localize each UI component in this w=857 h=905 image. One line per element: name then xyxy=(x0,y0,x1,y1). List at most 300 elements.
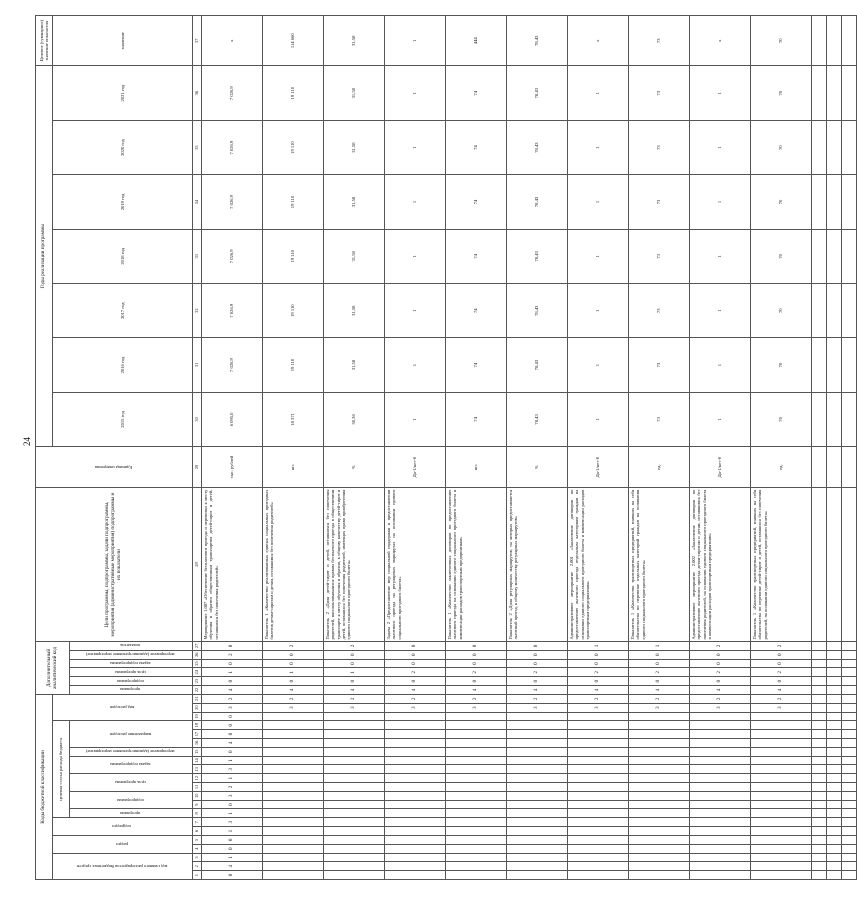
code-digit xyxy=(324,739,385,748)
code-digit xyxy=(446,783,507,792)
year-value: 31,58 xyxy=(324,175,385,229)
target-article-subheader-5-text: мероприятие (административное мероприятие) xyxy=(86,749,175,755)
analytic-subheader-1-text: программа xyxy=(120,687,141,693)
empty-row xyxy=(827,16,842,880)
code-digit xyxy=(568,791,629,800)
code-digit xyxy=(385,844,446,853)
empty-cell xyxy=(812,677,827,686)
year-value: 31,58 xyxy=(324,120,385,174)
code-digit xyxy=(324,791,385,800)
code-digit: 2 xyxy=(507,694,568,703)
year-value: 7 026,9 xyxy=(202,66,263,120)
year-value: 1 xyxy=(568,338,629,392)
code-digit xyxy=(324,765,385,774)
code-digit xyxy=(385,783,446,792)
column-number: 24 xyxy=(193,668,202,677)
row-description: Мероприятие 1.007 «Обеспечение бесплатного проезда и перевозки к месту обучения и обратно общественным транспортом детей-сирот и детей, оставшихся без попечения родителей» xyxy=(202,488,263,642)
empty-row xyxy=(842,16,857,880)
code-digit: 0 xyxy=(202,730,263,739)
code-digit: 0 xyxy=(202,800,263,809)
empty-cell xyxy=(827,747,842,756)
code-digit: 0 xyxy=(507,650,568,659)
year-value: 78,43 xyxy=(507,66,568,120)
code-digit: 0 xyxy=(446,677,507,686)
year-value: 74 xyxy=(446,338,507,392)
column-number: 29 xyxy=(193,447,202,488)
table-row xyxy=(446,16,507,880)
year-value: 1 xyxy=(385,229,446,283)
code-digit xyxy=(629,712,690,721)
code-digit xyxy=(568,853,629,862)
analytic-subheader-2 xyxy=(70,677,193,686)
code-digit xyxy=(507,844,568,853)
code-digit xyxy=(690,853,751,862)
empty-cell xyxy=(842,284,857,338)
empty-cell xyxy=(842,862,857,871)
empty-cell xyxy=(827,800,842,809)
empty-cell xyxy=(827,641,842,650)
code-digit xyxy=(263,853,324,862)
year-value: 31,58 xyxy=(324,284,385,338)
empty-cell xyxy=(827,447,842,488)
row-unit: % xyxy=(324,447,385,488)
empty-cell xyxy=(812,774,827,783)
code-digit: 4 xyxy=(202,686,263,695)
code-digit xyxy=(690,721,751,730)
code-digit xyxy=(629,774,690,783)
code-digit xyxy=(568,835,629,844)
code-digit xyxy=(507,747,568,756)
subsection-header xyxy=(53,818,193,836)
code-digit: 2 xyxy=(324,641,385,650)
code-digit xyxy=(507,756,568,765)
code-digit: 0 xyxy=(385,677,446,686)
year-value: 74 xyxy=(446,120,507,174)
column-number: 6 xyxy=(193,827,202,836)
target-article-subheader-2-text: подпрограмма xyxy=(116,797,144,803)
year-value: 73 xyxy=(629,392,690,446)
code-digit xyxy=(446,739,507,748)
year-value: 73 xyxy=(629,120,690,174)
code-digit xyxy=(507,791,568,800)
empty-cell xyxy=(812,66,827,120)
code-digit xyxy=(507,809,568,818)
target-value: 31,58 xyxy=(324,16,385,66)
empty-cell xyxy=(827,844,842,853)
empty-cell xyxy=(842,818,857,827)
year-value: 78,43 xyxy=(507,392,568,446)
code-digit xyxy=(690,739,751,748)
column-number: 27 xyxy=(193,641,202,650)
code-digit xyxy=(629,818,690,827)
code-digit xyxy=(324,844,385,853)
empty-cell xyxy=(842,791,857,800)
code-digit xyxy=(629,756,690,765)
code-digit: 1 xyxy=(202,809,263,818)
column-number: 3 xyxy=(193,853,202,862)
empty-cell xyxy=(842,800,857,809)
code-digit xyxy=(446,800,507,809)
code-digit: 3 xyxy=(324,703,385,712)
code-digit: 0 xyxy=(629,650,690,659)
code-digit: 0 xyxy=(324,659,385,668)
year-value: 73 xyxy=(629,175,690,229)
year-value: 1 xyxy=(690,175,751,229)
column-number: 9 xyxy=(193,800,202,809)
code-digit: 2 xyxy=(751,694,812,703)
empty-cell xyxy=(812,835,827,844)
empty-cell xyxy=(812,659,827,668)
empty-cell xyxy=(842,730,857,739)
empty-cell xyxy=(812,641,827,650)
code-digit: 1 xyxy=(324,668,385,677)
row-unit: шт. xyxy=(263,447,324,488)
year-value: 78,43 xyxy=(507,338,568,392)
empty-cell xyxy=(842,721,857,730)
code-digit xyxy=(446,774,507,783)
code-digit xyxy=(446,871,507,880)
code-digit xyxy=(507,862,568,871)
empty-cell xyxy=(812,712,827,721)
year-value: 19 110 xyxy=(263,284,324,338)
code-digit: 3 xyxy=(507,703,568,712)
empty-cell xyxy=(827,730,842,739)
code-digit xyxy=(324,809,385,818)
empty-cell xyxy=(842,703,857,712)
column-number: 17 xyxy=(193,730,202,739)
year-value: 70 xyxy=(751,229,812,283)
code-digit: 2 xyxy=(690,668,751,677)
code-digit xyxy=(263,721,324,730)
column-number: 21 xyxy=(193,694,202,703)
code-digit: 1 xyxy=(202,853,263,862)
year-value: 1 xyxy=(568,66,629,120)
column-number: 28 xyxy=(193,488,202,642)
column-number: 7 xyxy=(193,818,202,827)
code-digit xyxy=(507,871,568,880)
empty-cell xyxy=(827,120,842,174)
column-number: 31 xyxy=(193,338,202,392)
code-digit xyxy=(446,765,507,774)
empty-cell xyxy=(842,871,857,880)
year-value: 74 xyxy=(446,392,507,446)
code-digit xyxy=(324,835,385,844)
column-number: 16 xyxy=(193,739,202,748)
code-digit xyxy=(263,712,324,721)
target-article-subheader-1 xyxy=(70,809,193,818)
year-value: 70 xyxy=(751,120,812,174)
analytic-code-header: Дополнительный аналитический код xyxy=(36,641,70,694)
empty-cell xyxy=(812,694,827,703)
column-number: 35 xyxy=(193,120,202,174)
year-value: 1 xyxy=(568,120,629,174)
code-digit xyxy=(568,827,629,836)
code-digit xyxy=(446,791,507,800)
empty-cell xyxy=(812,686,827,695)
code-digit xyxy=(629,835,690,844)
code-digit: 0 xyxy=(202,677,263,686)
empty-cell xyxy=(827,791,842,800)
year-value: 78,43 xyxy=(507,284,568,338)
code-digit: 3 xyxy=(751,703,812,712)
page-number: 24 xyxy=(22,437,32,446)
row-unit: ед. xyxy=(629,447,690,488)
code-digit xyxy=(751,791,812,800)
code-digit: 2 xyxy=(751,641,812,650)
years-group-header: Годы реализации программы xyxy=(36,66,53,447)
code-digit: 0 xyxy=(202,659,263,668)
empty-cell xyxy=(812,175,827,229)
table-row xyxy=(629,16,690,880)
code-digit xyxy=(263,747,324,756)
section-header-text: раздел xyxy=(115,841,128,847)
row-description: Показатель 1 «Количество заключенных договоров по предоставлению льготного проезда на основании единого социального проездного билета и компенсации расходов транспортным предприятиям» xyxy=(446,488,507,642)
target-value-header: значение xyxy=(53,16,193,66)
empty-cell xyxy=(812,488,827,642)
code-digit xyxy=(324,800,385,809)
code-digit xyxy=(751,756,812,765)
empty-cell xyxy=(842,835,857,844)
year-value: 6 095,0 xyxy=(202,392,263,446)
empty-cell xyxy=(812,392,827,446)
empty-cell xyxy=(827,488,842,642)
code-digit: 0 xyxy=(690,659,751,668)
analytic-subheader-1 xyxy=(70,686,193,695)
table-row xyxy=(385,16,446,880)
row-description: Показатель 2 «Доля регулярных маршрутов, на которых предоставляется льготный проезд, к общему количеству регулярных маршрутов» xyxy=(507,488,568,642)
code-digit xyxy=(446,747,507,756)
table-row xyxy=(690,16,751,880)
row-description: Показатель 1 «Количество транспортных предприятий, взявших на себя обязательства по перевозке отдельных категорий граждан на основании единого социального проездного билета» xyxy=(629,488,690,642)
code-digit: 2 xyxy=(751,668,812,677)
code-digit xyxy=(385,791,446,800)
target-value: x xyxy=(202,16,263,66)
year-value: 74 xyxy=(446,175,507,229)
code-digit: 0 xyxy=(202,747,263,756)
analytic-subheader-5-text: мероприятие (административное мероприятие) xyxy=(86,652,175,658)
year-value: 18 371 xyxy=(263,392,324,446)
code-digit: 2 xyxy=(690,694,751,703)
code-digit xyxy=(568,721,629,730)
empty-cell xyxy=(842,747,857,756)
empty-cell xyxy=(827,721,842,730)
code-digit: 1 xyxy=(629,641,690,650)
empty-cell xyxy=(842,739,857,748)
code-digit xyxy=(690,756,751,765)
row-unit: ед. xyxy=(751,447,812,488)
code-digit: 2 xyxy=(446,668,507,677)
empty-cell xyxy=(842,488,857,642)
empty-cell xyxy=(827,686,842,695)
target-value: 78,43 xyxy=(507,16,568,66)
empty-cell xyxy=(812,739,827,748)
analytic-subheader-2-text: подпрограмма xyxy=(116,678,144,684)
column-number: 8 xyxy=(193,809,202,818)
year-value: 19 110 xyxy=(263,120,324,174)
column-number: 14 xyxy=(193,756,202,765)
row-description: Показатель 2 «Доля детей-сирот и детей, оставшихся без попечения родителей, воспользовавшихся правом бесплатного проезда в общественном транспорте к месту обучения и обратно, к общему количеству детей-сирот и детей, оставшихся без попечения родителей, имеющих право приобретения единого социального проездного билета» xyxy=(324,488,385,642)
code-digit xyxy=(263,730,324,739)
code-digit xyxy=(629,791,690,800)
budget-class-header: Коды бюджетной классификации xyxy=(36,694,53,879)
code-digit xyxy=(751,827,812,836)
empty-cell xyxy=(827,871,842,880)
code-digit xyxy=(385,721,446,730)
year-value: 1 xyxy=(568,392,629,446)
year-value: 74 xyxy=(446,284,507,338)
code-digit: 0 xyxy=(263,650,324,659)
code-digit xyxy=(751,809,812,818)
empty-cell xyxy=(827,659,842,668)
code-digit xyxy=(629,747,690,756)
code-digit xyxy=(385,730,446,739)
code-digit xyxy=(629,871,690,880)
year-value: 30,36 xyxy=(324,392,385,446)
code-digit xyxy=(568,844,629,853)
code-digit xyxy=(385,835,446,844)
code-digit xyxy=(324,774,385,783)
code-digit xyxy=(568,730,629,739)
code-digit: 0 xyxy=(263,677,324,686)
code-digit xyxy=(629,844,690,853)
row-unit: тыс. рублей xyxy=(202,447,263,488)
year-value: 7 026,9 xyxy=(202,338,263,392)
column-number: 1 xyxy=(193,871,202,880)
code-digit xyxy=(263,783,324,792)
column-number: 25 xyxy=(193,659,202,668)
column-number: 23 xyxy=(193,677,202,686)
column-number: 19 xyxy=(193,712,202,721)
year-header-3: 2017 год xyxy=(53,284,193,338)
code-digit xyxy=(568,809,629,818)
code-digit: 3 xyxy=(202,765,263,774)
column-number: 33 xyxy=(193,229,202,283)
code-digit xyxy=(751,783,812,792)
code-digit xyxy=(507,712,568,721)
year-value: 78,43 xyxy=(507,229,568,283)
year-header-6: 2020 год xyxy=(53,120,193,174)
empty-cell xyxy=(827,765,842,774)
column-number: 2 xyxy=(193,862,202,871)
code-digit xyxy=(324,721,385,730)
year-value: 7 026,9 xyxy=(202,229,263,283)
column-number: 4 xyxy=(193,844,202,853)
empty-cell xyxy=(812,871,827,880)
code-digit xyxy=(507,774,568,783)
code-digit xyxy=(385,712,446,721)
code-digit: 0 xyxy=(446,650,507,659)
year-value: 78,43 xyxy=(507,175,568,229)
code-digit: 0 xyxy=(202,871,263,880)
code-digit: 4 xyxy=(202,862,263,871)
target-article-subheader-1-text: программа xyxy=(120,810,141,816)
code-digit xyxy=(446,835,507,844)
code-digit: 0 xyxy=(385,650,446,659)
empty-cell xyxy=(812,765,827,774)
year-value: 1 xyxy=(690,284,751,338)
code-digit xyxy=(324,756,385,765)
empty-cell xyxy=(812,338,827,392)
empty-cell xyxy=(812,818,827,827)
code-digit: 1 xyxy=(568,641,629,650)
code-digit xyxy=(385,809,446,818)
column-number: 12 xyxy=(193,774,202,783)
empty-cell xyxy=(812,756,827,765)
code-digit xyxy=(690,791,751,800)
column-number: 10 xyxy=(193,791,202,800)
code-digit: 1 xyxy=(202,756,263,765)
code-digit xyxy=(568,739,629,748)
code-digit xyxy=(446,818,507,827)
code-digit xyxy=(263,756,324,765)
year-value: 73 xyxy=(629,66,690,120)
code-digit xyxy=(629,800,690,809)
code-digit xyxy=(690,844,751,853)
year-value: 1 xyxy=(690,338,751,392)
empty-cell xyxy=(827,853,842,862)
code-digit: 0 xyxy=(751,659,812,668)
code-digit: 0 xyxy=(263,659,324,668)
code-digit xyxy=(690,862,751,871)
code-digit xyxy=(568,818,629,827)
code-digit: 0 xyxy=(568,650,629,659)
code-digit: 2 xyxy=(446,694,507,703)
code-digit: 3 xyxy=(202,818,263,827)
code-digit: 2 xyxy=(202,694,263,703)
analytic-subheader-3-text: цель программы xyxy=(114,669,146,675)
empty-cell xyxy=(827,650,842,659)
year-header-4: 2018 год xyxy=(53,229,193,283)
code-digit xyxy=(568,774,629,783)
year-value: 7 026,9 xyxy=(202,120,263,174)
code-digit xyxy=(690,747,751,756)
analytic-subheader-4 xyxy=(70,659,193,668)
code-digit xyxy=(690,783,751,792)
code-digit xyxy=(751,774,812,783)
code-digit: 2 xyxy=(385,694,446,703)
code-digit xyxy=(568,800,629,809)
year-value: 70 xyxy=(751,175,812,229)
code-digit: 0 xyxy=(629,677,690,686)
code-digit xyxy=(751,844,812,853)
code-digit: 0 xyxy=(202,844,263,853)
code-digit xyxy=(263,827,324,836)
code-digit: 2 xyxy=(629,694,690,703)
empty-cell xyxy=(842,229,857,283)
code-digit xyxy=(568,862,629,871)
code-digit xyxy=(263,765,324,774)
empty-row xyxy=(812,16,827,880)
empty-cell xyxy=(827,694,842,703)
code-digit xyxy=(751,871,812,880)
empty-cell xyxy=(812,721,827,730)
code-digit xyxy=(263,818,324,827)
unit-column-header-text: Единица измерения xyxy=(94,464,132,470)
year-value: 70 xyxy=(751,284,812,338)
target-article-subheader-3-text: цель программы xyxy=(114,780,146,786)
code-digit: 2 xyxy=(324,694,385,703)
code-digit xyxy=(629,783,690,792)
code-digit: 2 xyxy=(568,694,629,703)
code-digit: 3 xyxy=(446,703,507,712)
goal-column-header: Цели программы, подпрограммы, задачи подпрограммы, мероприятия (административные мероприятия) подпрограммы и их показатели xyxy=(36,488,193,642)
code-digit xyxy=(507,818,568,827)
empty-cell xyxy=(812,229,827,283)
code-digit xyxy=(507,721,568,730)
code-digit xyxy=(629,862,690,871)
target-value: x xyxy=(568,16,629,66)
empty-cell xyxy=(842,774,857,783)
